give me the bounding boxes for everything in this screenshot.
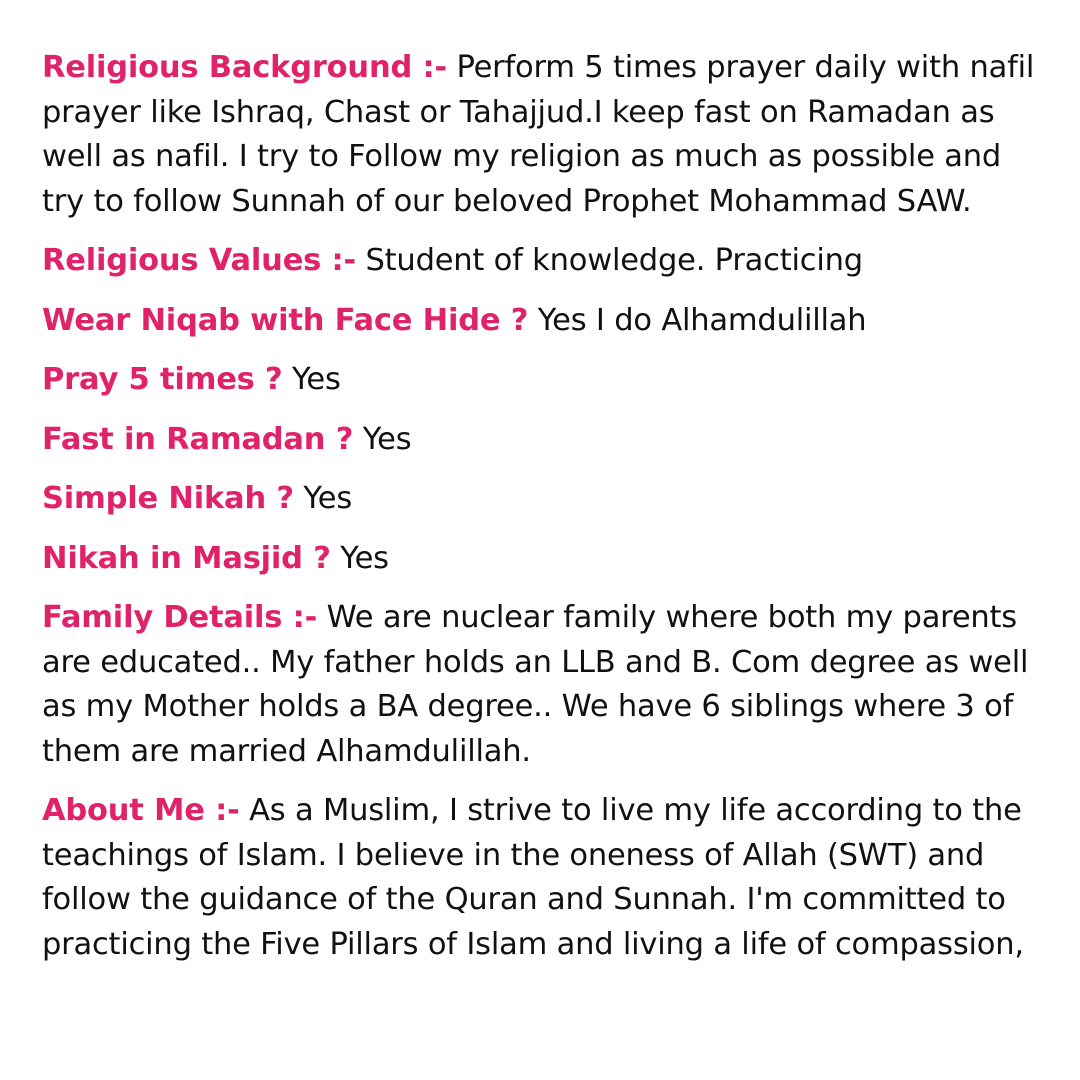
niqab-value: Yes I do Alhamdulillah (537, 302, 867, 338)
religious-values-value: Student of knowledge. Practicing (365, 243, 863, 278)
pray-label: Pray 5 times ? (42, 362, 283, 397)
simple-nikah-entry (42, 477, 1042, 522)
about-me-entry (42, 789, 1042, 967)
nikah-masjid-label: Nikah in Masjid ? (42, 540, 331, 576)
religious-background-value: Perform 5 times prayer daily with nafil prayer like Ishraq, Chast or Tahajjud.I keep fast on Ramadan as well as nafil. I try to Follow my religion as much as possible and try to follow Sunnah of our beloved Prophet Mohammad SAW. (42, 50, 1035, 219)
pray-entry (42, 358, 1042, 403)
fast-value: Yes (362, 421, 412, 457)
family-details-entry (42, 596, 1042, 774)
family-details-value: We are nuclear family where both my parents are educated.. My father holds an LLB and B. Com degree as well as my Mother holds a BA degree.. We have 6 siblings where 3 of them are married Alhamdulillah. (42, 600, 1029, 769)
niqab-label: Wear Niqab with Face Hide ? (42, 302, 529, 338)
fast-entry (42, 418, 1042, 463)
religious-values-entry (42, 239, 1042, 284)
religious-background-label: Religious Background :- (42, 50, 447, 85)
nikah-masjid-entry (42, 537, 1042, 582)
simple-nikah-label: Simple Nikah ? (42, 481, 294, 516)
nikah-masjid-value: Yes (340, 540, 389, 576)
simple-nikah-value: Yes (303, 481, 353, 516)
niqab-entry (42, 299, 1042, 344)
profile-details (42, 46, 1042, 982)
about-me-value: As a Muslim, I strive to live my life according to the teachings of Islam. I believe in the oneness of Allah (SWT) and follow the guidance of the Quran and Sunnah. I'm committed to practicing the Five Pillars of Islam and living a life of compassion, (42, 793, 1024, 962)
religious-background-entry (42, 46, 1042, 224)
family-details-label: Family Details :- (42, 600, 318, 635)
pray-value: Yes (292, 362, 341, 397)
fast-label: Fast in Ramadan ? (42, 421, 354, 457)
about-me-label: About Me :- (42, 793, 240, 828)
religious-values-label: Religious Values :- (42, 243, 357, 278)
